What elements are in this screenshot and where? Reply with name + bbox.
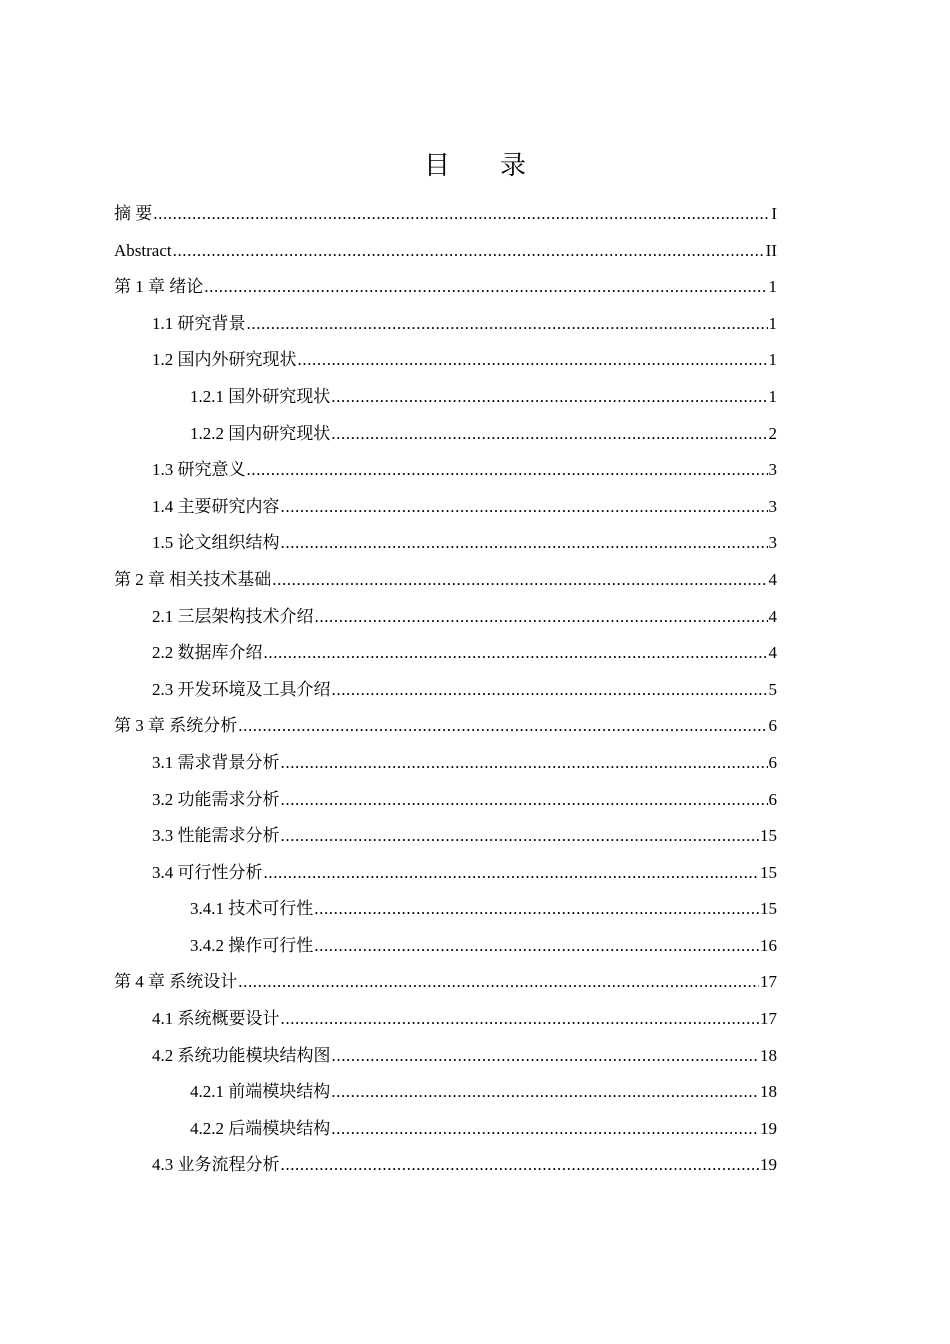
toc-entry[interactable] — [114, 379, 777, 416]
toc-entry[interactable] — [114, 891, 777, 928]
toc-entry-label: 4.2.1 前端模块结构 — [190, 1082, 331, 1102]
toc-entry[interactable] — [114, 525, 777, 562]
toc-entry[interactable] — [114, 1147, 777, 1184]
toc-title-first-char: 目 — [423, 151, 450, 181]
toc-entry-page-number: 4 — [768, 643, 777, 663]
toc-dot-leader — [153, 196, 770, 233]
toc-entry-label: 1.5 论文组织结构 — [152, 533, 280, 553]
toc-entry[interactable] — [114, 928, 777, 965]
toc-entry-label: 1.2.2 国内研究现状 — [190, 423, 331, 443]
toc-entry-label: 2.3 开发环境及工具介绍 — [152, 679, 331, 699]
toc-entry-page-number: 6 — [768, 789, 777, 809]
toc-entry-label: 3.4.2 操作可行性 — [190, 935, 314, 955]
toc-entry[interactable] — [114, 342, 777, 379]
toc-entry-page-number: 5 — [768, 679, 777, 699]
toc-entry-page-number: 16 — [760, 935, 777, 955]
toc-entry-page-number: 19 — [760, 1118, 777, 1138]
toc-entry[interactable] — [114, 233, 777, 270]
toc-entry[interactable] — [114, 196, 777, 233]
toc-entry-label: 4.3 业务流程分析 — [152, 1155, 280, 1175]
toc-entry[interactable] — [114, 1001, 777, 1038]
toc-dot-leader — [281, 782, 768, 819]
toc-entry-page-number: 1 — [768, 313, 777, 333]
toc-entry-page-number: 15 — [760, 826, 777, 846]
toc-dot-leader — [281, 1147, 760, 1184]
toc-dot-leader — [264, 635, 768, 672]
toc-entry[interactable] — [114, 855, 777, 892]
toc-entry-label: 1.3 研究意义 — [152, 460, 246, 480]
toc-dot-leader — [204, 269, 767, 306]
toc-entry-label: 第 3 章 系统分析 — [114, 716, 238, 736]
toc-dot-leader — [247, 306, 768, 343]
toc-entry-page-number: I — [771, 204, 777, 223]
toc-entry-page-number: 1 — [768, 277, 777, 297]
toc-entry-page-number: 18 — [760, 1045, 777, 1065]
toc-entry[interactable] — [114, 1074, 777, 1111]
toc-entry-page-number: 17 — [760, 1009, 777, 1029]
toc-dot-leader — [238, 964, 759, 1001]
toc-entry-label: 3.2 功能需求分析 — [152, 789, 280, 809]
toc-entry-page-number: 18 — [760, 1082, 777, 1102]
toc-dot-leader — [173, 233, 765, 270]
toc-dot-leader — [331, 379, 767, 416]
toc-entry-label: 1.2 国内外研究现状 — [152, 350, 297, 370]
toc-entry[interactable] — [114, 452, 777, 489]
toc-dot-leader — [314, 928, 759, 965]
toc-dot-leader — [315, 599, 768, 636]
toc-dot-leader — [238, 708, 767, 745]
toc-entry-page-number: 4 — [768, 569, 777, 589]
toc-entry[interactable] — [114, 782, 777, 819]
toc-entry[interactable] — [114, 489, 777, 526]
toc-entry-page-number: 15 — [760, 862, 777, 882]
toc-entry-label: 3.1 需求背景分析 — [152, 752, 280, 772]
toc-dot-leader — [264, 855, 760, 892]
toc-entry-page-number: 15 — [760, 899, 777, 919]
toc-entry[interactable] — [114, 1038, 777, 1075]
toc-dot-leader — [298, 342, 768, 379]
toc-entry-page-number: 19 — [760, 1155, 777, 1175]
toc-entry-label: 摘 要 — [114, 204, 153, 223]
toc-entry-label: 第 2 章 相关技术基础 — [114, 569, 272, 589]
toc-entry-label: 第 1 章 绪论 — [114, 277, 204, 297]
toc-entry[interactable] — [114, 818, 777, 855]
toc-dot-leader — [281, 818, 760, 855]
toc-entry-page-number: 6 — [768, 716, 777, 736]
toc-entry-label: 第 4 章 系统设计 — [114, 972, 238, 992]
toc-entry-label: 1.1 研究背景 — [152, 313, 246, 333]
toc-entry[interactable] — [114, 672, 777, 709]
toc-entry-page-number: 1 — [768, 350, 777, 370]
toc-entry[interactable] — [114, 306, 777, 343]
toc-entry[interactable] — [114, 635, 777, 672]
toc-entry-page-number: 3 — [768, 460, 777, 480]
toc-entry-label: 4.1 系统概要设计 — [152, 1009, 280, 1029]
toc-entry-page-number: 1 — [768, 386, 777, 406]
toc-entry[interactable] — [114, 708, 777, 745]
toc-entry[interactable] — [114, 416, 777, 453]
toc-title — [0, 145, 950, 182]
toc-entry-label: 2.2 数据库介绍 — [152, 643, 263, 663]
toc-entry[interactable] — [114, 599, 777, 636]
toc-entry-label: 3.4 可行性分析 — [152, 862, 263, 882]
toc-entry-label: Abstract — [114, 240, 172, 260]
toc-title-second-char: 录 — [500, 151, 527, 181]
toc-dot-leader — [331, 1111, 759, 1148]
toc-entry-page-number: 6 — [768, 752, 777, 772]
toc-entry-label: 4.2 系统功能模块结构图 — [152, 1045, 331, 1065]
toc-entry-page-number: II — [765, 240, 777, 260]
toc-entry-page-number: 17 — [760, 972, 777, 992]
toc-dot-leader — [272, 562, 767, 599]
toc-dot-leader — [281, 745, 768, 782]
toc-dot-leader — [281, 489, 768, 526]
toc-dot-leader — [281, 1001, 760, 1038]
toc-entry-label: 3.3 性能需求分析 — [152, 826, 280, 846]
table-of-contents — [114, 196, 777, 1184]
toc-entry-label: 1.4 主要研究内容 — [152, 496, 280, 516]
toc-entry[interactable] — [114, 562, 777, 599]
toc-entry[interactable] — [114, 745, 777, 782]
toc-entry-page-number: 4 — [768, 606, 777, 626]
toc-entry-page-number: 3 — [768, 533, 777, 553]
toc-entry-label: 3.4.1 技术可行性 — [190, 899, 314, 919]
toc-entry-page-number: 3 — [768, 496, 777, 516]
toc-dot-leader — [314, 891, 759, 928]
toc-dot-leader — [247, 452, 768, 489]
toc-dot-leader — [331, 1074, 759, 1111]
toc-dot-leader — [331, 416, 767, 453]
toc-dot-leader — [281, 525, 768, 562]
toc-dot-leader — [332, 1038, 760, 1075]
toc-entry[interactable] — [114, 269, 777, 306]
toc-entry-label: 1.2.1 国外研究现状 — [190, 386, 331, 406]
toc-dot-leader — [332, 672, 768, 709]
toc-entry-label: 2.1 三层架构技术介绍 — [152, 606, 314, 626]
toc-entry-page-number: 2 — [768, 423, 777, 443]
toc-entry[interactable] — [114, 964, 777, 1001]
toc-entry[interactable] — [114, 1111, 777, 1148]
toc-entry-label: 4.2.2 后端模块结构 — [190, 1118, 331, 1138]
